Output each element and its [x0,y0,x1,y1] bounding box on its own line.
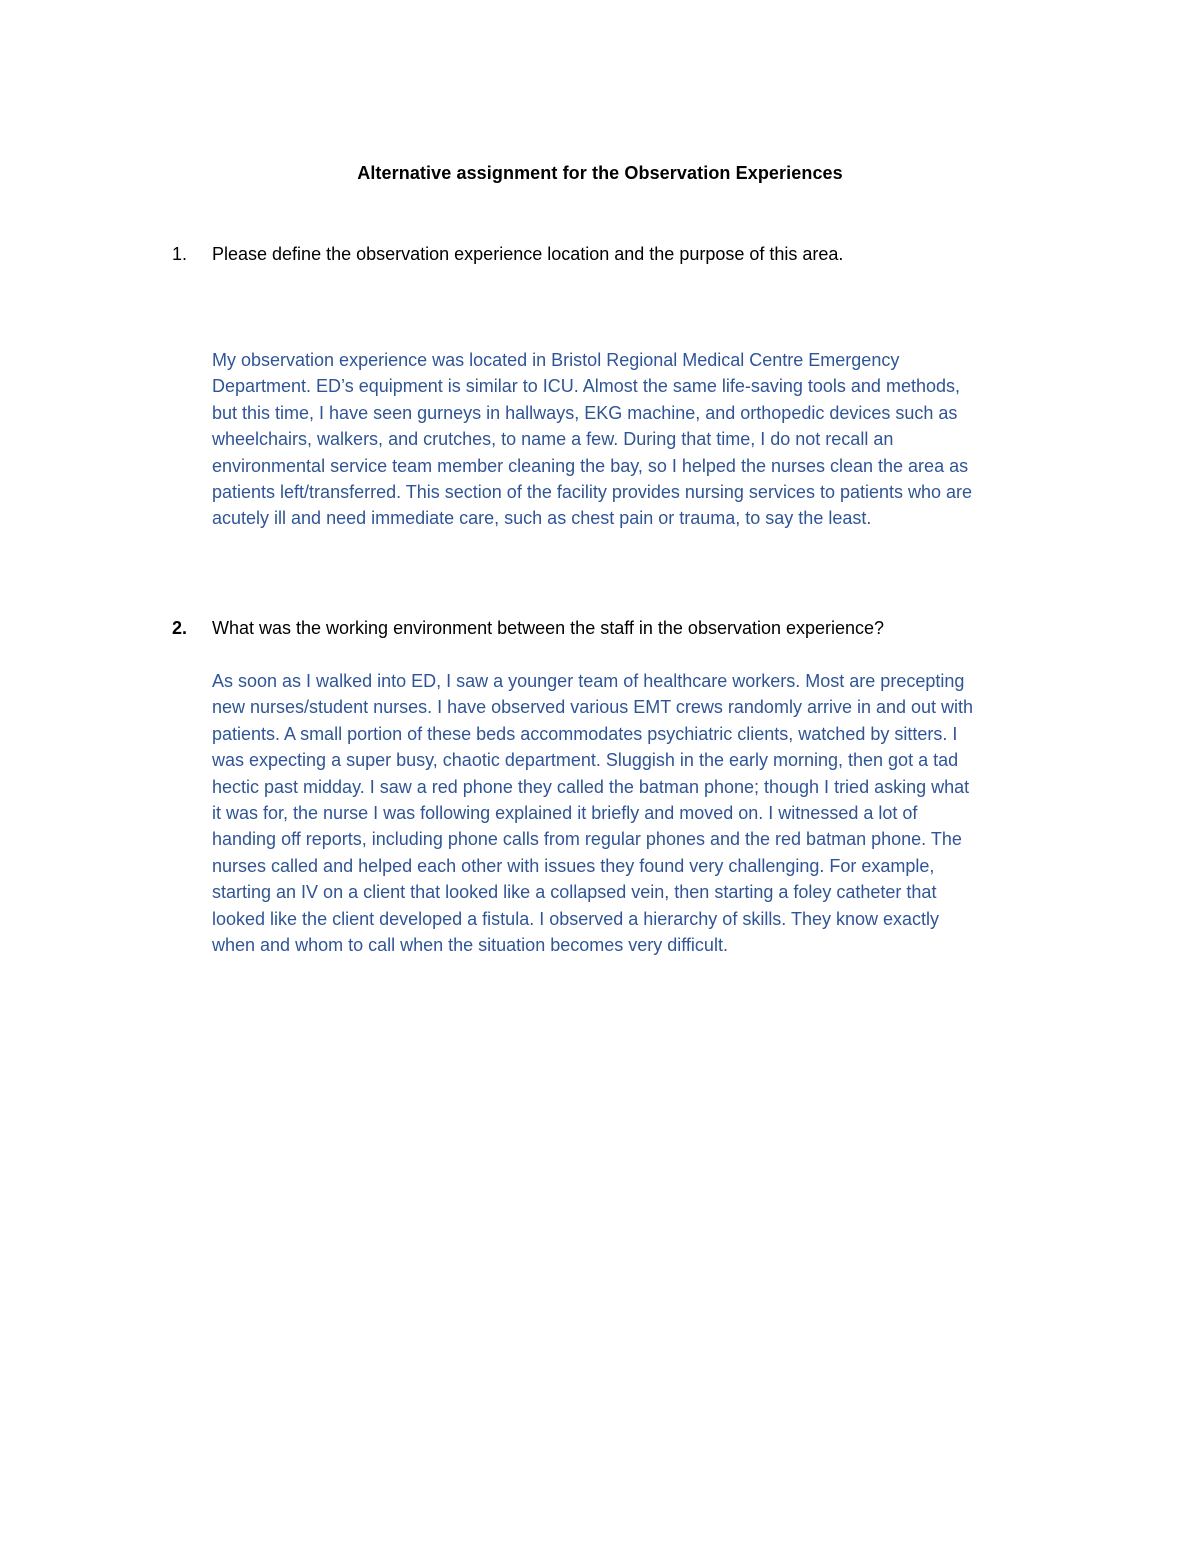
answer-2-line: nurses called and helped each other with issues they found very challenging. For example, [212,855,935,876]
answer-2-line: was expecting a super busy, chaotic department. Sluggish in the early morning, then got a tad [212,750,959,771]
answer-1-line: environmental service team member cleaning the bay, so I helped the nurses clean the area as [212,455,969,476]
answer-2-line: As soon as I walked into ED, I saw a younger team of healthcare workers. Most are precepting [212,671,965,691]
question-2 [172,615,1052,641]
answer-1-line: My observation experience was located in Bristol Regional Medical Centre Emergency [212,350,900,370]
question-1-number: 1. [172,244,188,264]
answer-1 [212,347,1062,532]
answer-2-line: patients. A small portion of these beds accommodates psychiatric clients, watched by sitters. I [212,723,958,744]
question-1 [172,241,1052,267]
answer-2-line: starting an IV on a client that looked like a collapsed vein, then starting a foley catheter that [212,882,937,903]
answer-2-line: looked like the client developed a fistula. I observed a hierarchy of skills. They know exactly [212,908,940,929]
question-2-text: What was the working environment between the staff in the observation experience? [212,618,885,638]
answer-1-line: acutely ill and need immediate care, such as chest pain or trauma, to say the least. [212,508,872,529]
answer-1-line: but this time, I have seen gurneys in hallways, EKG machine, and orthopedic devices such as [212,402,958,423]
answer-2-line: it was for, the nurse I was following explained it briefly and moved on. I witnessed a lot of [212,803,918,824]
question-2-number: 2. [172,618,188,638]
answer-2-line: when and whom to call when the situation becomes very difficult. [212,935,728,956]
answer-2 [212,668,1062,958]
answer-2-line: new nurses/student nurses. I have observed various EMT crews randomly arrive in and out with [212,697,974,718]
answer-1-line: Department. ED’s equipment is similar to ICU. Almost the same life-saving tools and methods, [212,376,960,397]
document-title: Alternative assignment for the Observation Experiences [357,163,843,183]
answer-1-line: wheelchairs, walkers, and crutches, to name a few. During that time, I do not recall an [212,429,894,450]
answer-2-line: hectic past midday. I saw a red phone they called the batman phone; though I tried asking what [212,776,970,797]
answer-1-line: patients left/transferred. This section of the facility provides nursing services to patients who are [212,482,973,503]
question-1-text: Please define the observation experience location and the purpose of this area. [212,244,844,264]
answer-2-line: handing off reports, including phone calls from regular phones and the red batman phone. The [212,829,962,850]
